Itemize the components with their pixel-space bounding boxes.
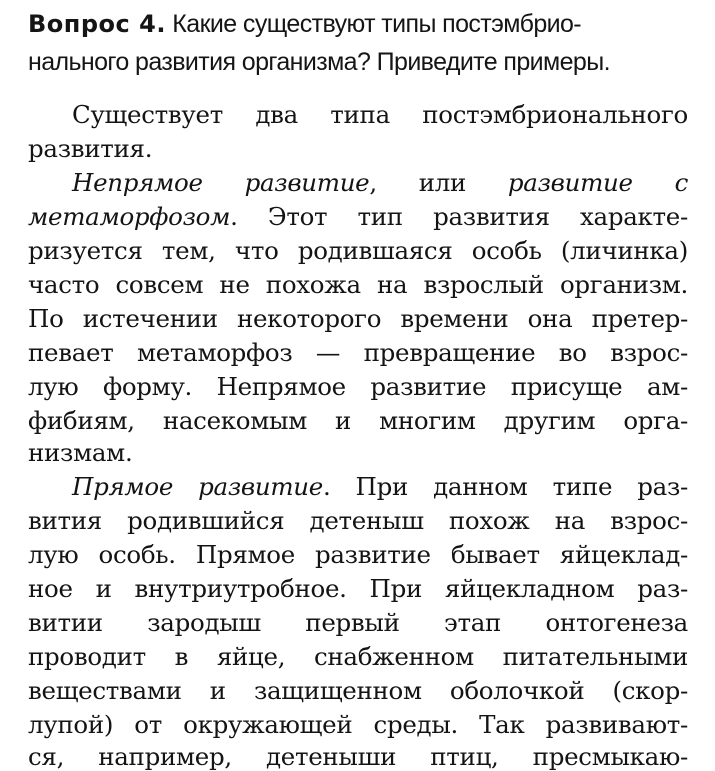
term-development-with: развитие с (507, 168, 688, 197)
answer-line: По истечении некоторого времени она претер- (28, 304, 688, 333)
answer-line-term (72, 168, 688, 197)
answer-line: ризуется тем, что родившаяся особь (личинка) (28, 236, 688, 265)
term-indirect-development: Непрямое развитие (72, 168, 370, 197)
answer-line: певает метаморфоз — превращение во взрос- (28, 338, 688, 367)
answer-line: витии зародыш первый этап онтогенеза (28, 608, 688, 637)
answer-line: веществами и защищенном оболочкой (скор- (28, 676, 688, 705)
answer-line: лупой) от окружающей среды. Так развивают- (28, 710, 688, 739)
question-line-1 (28, 10, 690, 39)
question-line-2: нального развития организма? Приведите примеры. (28, 48, 610, 76)
question-label: Вопрос 4. (28, 10, 166, 38)
answer-line: ное и внутриутробное. При яйцекладном раз- (28, 574, 688, 603)
answer-line-term (72, 472, 688, 501)
answer-text: , или (369, 168, 508, 197)
answer-line: развития. (28, 134, 153, 163)
answer-text: . Этот тип развития характе- (230, 202, 688, 231)
answer-text: . При данном типе раз- (322, 472, 688, 501)
answer-line: ся, например, детеныши птиц, пресмыкаю- (28, 742, 688, 771)
answer-line: лую форму. Непрямое развитие присуще ам- (28, 372, 688, 401)
answer-line: проводит в яйце, снабженном питательными (28, 642, 688, 671)
term-metamorphosis: метаморфозом (28, 202, 231, 231)
term-direct-development: Прямое развитие (72, 472, 323, 501)
answer-line: Существует два типа постэмбрионального (72, 100, 688, 129)
question-text-part-1: Какие существуют типы постэмбрио- (172, 10, 582, 38)
answer-line-term (28, 202, 688, 231)
answer-line: часто совсем не похожа на взрослый организм. (28, 270, 688, 299)
answer-line: лую особь. Прямое развитие бывает яйцеклад- (28, 540, 688, 569)
answer-line: низмам. (28, 438, 133, 467)
answer-line: вития родившийся детеныш похож на взрос- (28, 506, 688, 535)
answer-line: фибиям, насекомым и многим другим орга- (28, 406, 688, 435)
